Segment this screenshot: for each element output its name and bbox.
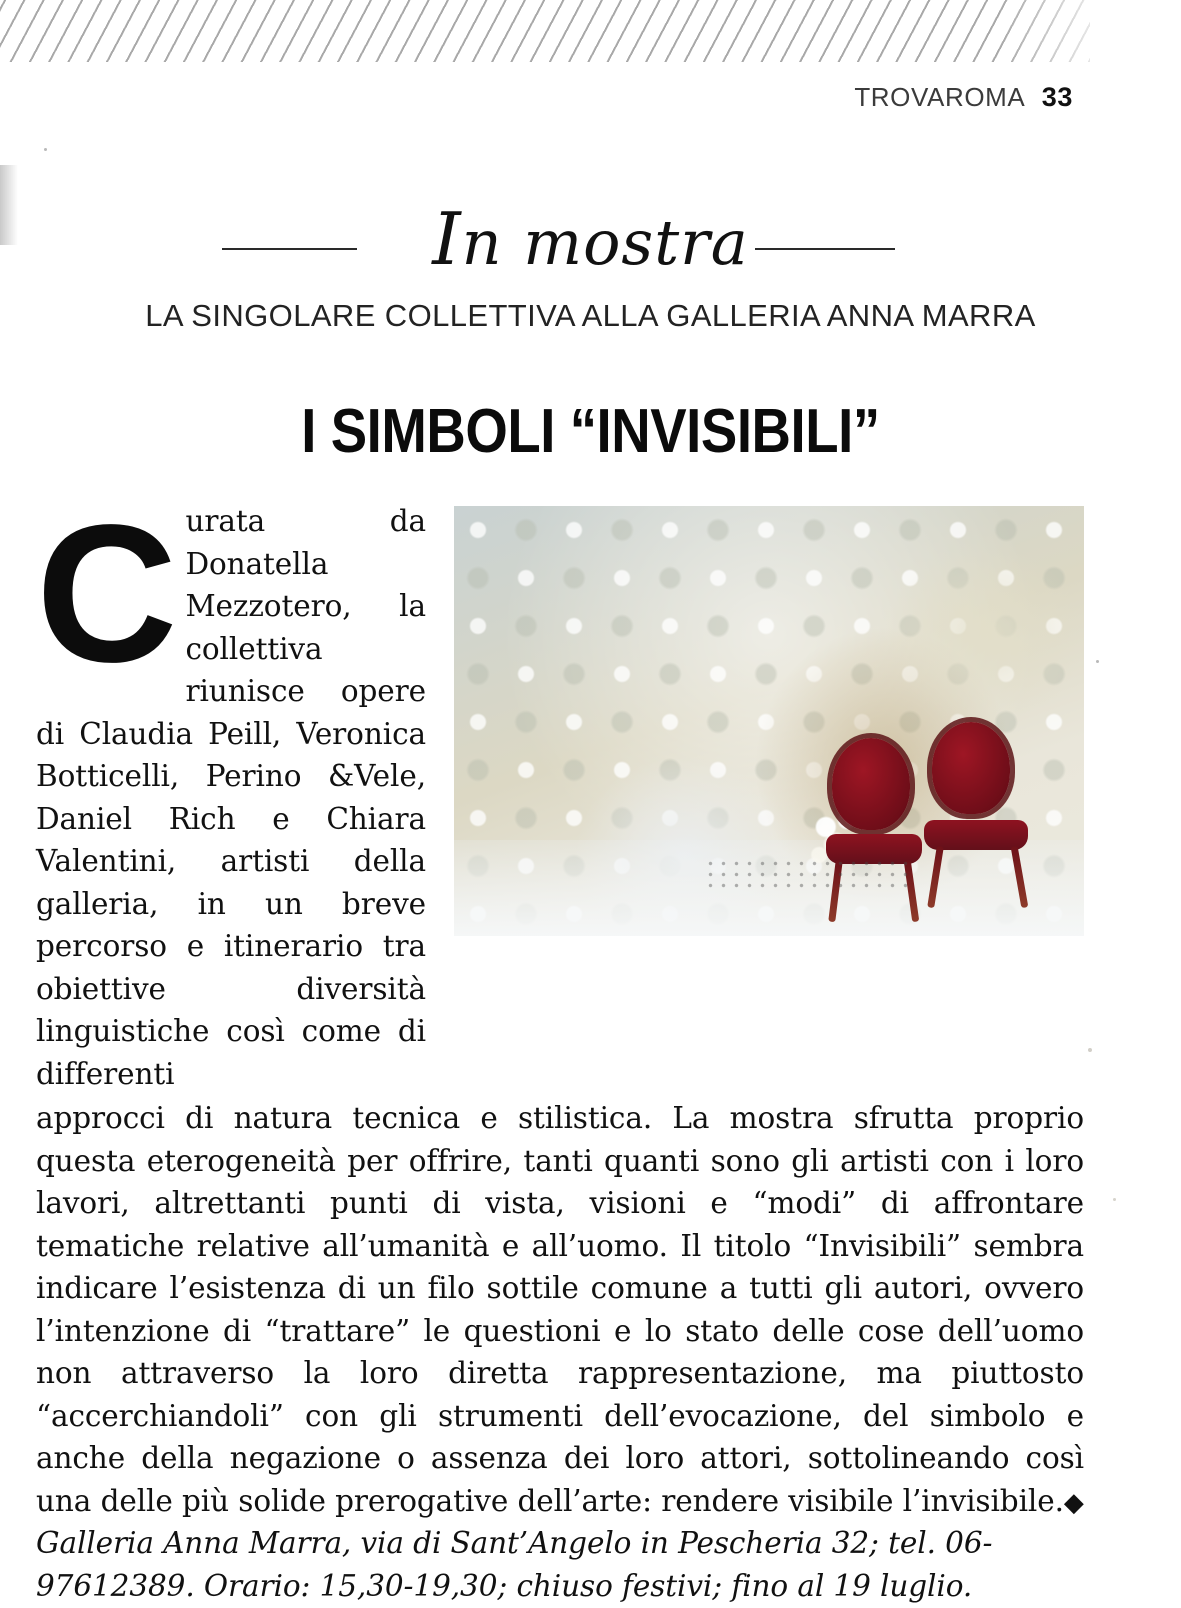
rubric-title-rest: n mostra xyxy=(461,206,749,279)
end-mark: ◆ xyxy=(1063,1487,1084,1518)
scan-speck xyxy=(1088,1048,1092,1052)
article-body xyxy=(36,484,1084,1608)
chair-backrest xyxy=(932,722,1010,814)
lead-column xyxy=(36,484,426,1095)
venue-credit: Galleria Anna Marra, via di Sant’Angelo in Pescheria 32; tel. 06-97612389. Orario: 15,30-19,30; chiuso festivi; fino al 19 luglio. xyxy=(36,1526,993,1603)
lead-paragraph: urata da Donatella Mezzotero, la collettiva riunisce opere di Claudia Peill, Veronica Botticelli, Perino &Vele, Daniel Rich e Chiara Valentini, artisti della galleria, in un breve percorso e itinerario tra obiettive diversità linguistiche così come di differenti xyxy=(36,504,426,1091)
kicker: LA SINGOLARE COLLETTIVA ALLA GALLERIA ANNA MARRA xyxy=(145,298,1036,333)
publication-name: TROVAROMA xyxy=(854,82,1024,112)
scan-speck xyxy=(44,148,47,151)
chair-backrest xyxy=(832,738,910,830)
scan-speck xyxy=(1096,660,1099,663)
article-photo xyxy=(454,506,1084,936)
body-paragraph-text: approcci di natura tecnica e stilistica. La mostra sfrutta proprio questa eterogeneità per offrire, tanti quanti sono gli artisti con i loro lavori, altrettanti punti di vista, visioni e “modi” di affrontare tematiche relative all’umanità e all’uomo. Il titolo “Invisibili” sembra indicare l’esistenza di un filo sottile comune a tutti gli autori, ovvero l’intenzione di “trattare” le questioni e lo stato delle cose dell’uomo non attraverso la loro diretta rappresentazione, ma piuttosto “accerchiandoli” con gli strumenti dell’evocazione, del simbolo e anche della negazione o assenza dei loro attori, sottolineando così una delle più solide prerogative dell’arte: rendere visibile l’invisibile. xyxy=(36,1101,1084,1518)
photo-dotted-texture xyxy=(704,858,914,892)
section-rubric xyxy=(0,196,1181,282)
running-head xyxy=(854,82,1073,113)
page-number: 33 xyxy=(1041,82,1073,112)
drop-cap: C xyxy=(36,484,178,703)
scan-speck xyxy=(1113,1198,1116,1201)
hatch-band-fade xyxy=(1000,0,1181,62)
rubric-title-initial: I xyxy=(432,197,462,281)
page-title: I SIMBOLI “INVISIBILI” xyxy=(301,396,880,466)
decorative-hatch-band xyxy=(0,0,1090,62)
rubric-title xyxy=(0,196,1181,286)
body-paragraph xyxy=(36,1095,1084,1522)
photo-stain xyxy=(884,546,1084,726)
